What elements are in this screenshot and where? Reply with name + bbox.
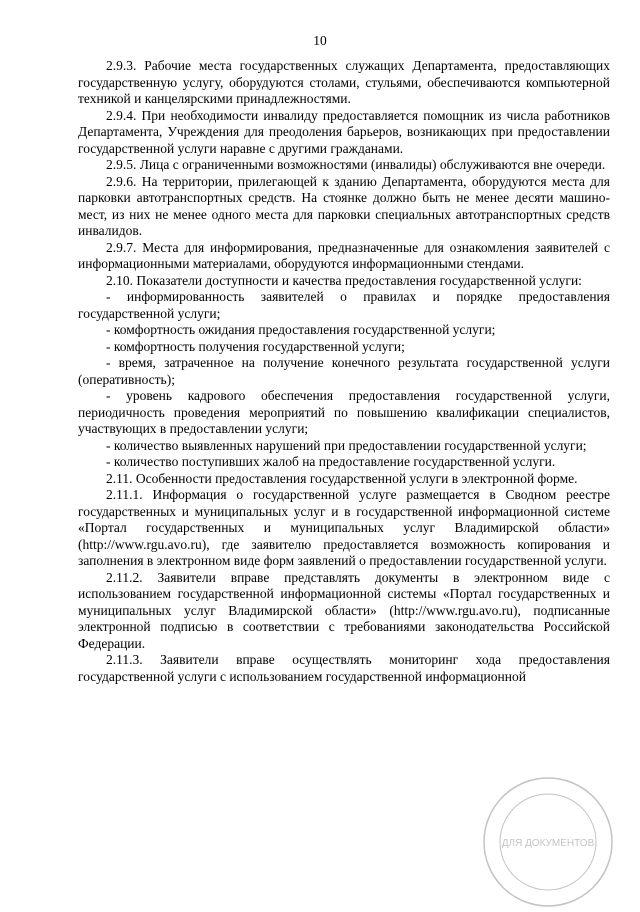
paragraph-2-11-3: 2.11.3. Заявители вправе осуществлять мониторинг хода предоставления государственной услуги с использованием государственной информационной — [78, 652, 610, 684]
list-item: - время, затраченное на получение конечного результата государственной услуги (оперативность); — [78, 355, 610, 387]
paragraph-2-11-2: 2.11.2. Заявители вправе представлять документы в электронном виде с использованием государственной информационной системы «Портал государственных и муниципальных услуг Владимирской области» (http://www.rgu.avo.ru), подписанные электронной подписью в соответствии с требованиями законодательства Российской Федерации. — [78, 569, 610, 651]
list-item: - количество поступивших жалоб на предоставление государственной услуги. — [106, 454, 556, 469]
paragraph-2-9-4: 2.9.4. При необходимости инвалиду предоставляется помощник из числа работников Департамента, Учреждения для преодоления барьеров, возникающих при предоставлении государственной услуги наравне с другими гражданами. — [78, 107, 610, 156]
list-item: - информированность заявителей о правилах и порядке предоставления государственной услуги; — [78, 289, 610, 321]
document-body — [78, 58, 610, 685]
paragraph-2-9-7: 2.9.7. Места для информирования, предназначенные для ознакомления заявителей с информационными материалами, оборудуются информационными стендами. — [78, 239, 610, 271]
stamp-text: ДЛЯ ДОКУМЕНТОВ — [501, 838, 595, 849]
list-item: - уровень кадрового обеспечения предоставления государственной услуги, периодичность проведения мероприятий по повышению квалификации специалистов, участвующих в предоставлении услуги; — [78, 388, 610, 436]
paragraph-2-11: 2.11. Особенности предоставления государственной услуги в электронной форме. — [106, 470, 578, 486]
seal-stamp-icon — [478, 772, 618, 912]
paragraph-2-9-6: 2.9.6. На территории, прилегающей к зданию Департамента, оборудуются места для парковки автотранспортных средств. На стоянке должно быть не менее десяти машино-мест, из них не менее одного места для парковки специальных автотранспортных средств инвалидов. — [78, 173, 610, 238]
paragraph-2-11-1: 2.11.1. Информация о государственной услуге размещается в Сводном реестре государственных и муниципальных услуг и в государственной информационной системе «Портал государственных и муниципальных услуг Владимирской области» (http://www.rgu.avo.ru), где заявителю предоставляется возможность копирования и заполнения в электронном виде форм заявлений о предоставлении государственной услуги. — [78, 487, 610, 568]
list-item: - количество выявленных нарушений при предоставлении государственной услуги; — [106, 437, 587, 453]
page-number: 10 — [313, 33, 327, 48]
paragraph-2-10: 2.10. Показатели доступности и качества предоставления государственной услуги: — [106, 272, 582, 288]
list-item: - комфортность получения государственной услуги; — [106, 338, 405, 354]
paragraph-2-9-3: 2.9.3. Рабочие места государственных служащих Департамента, предоставляющих государственную услугу, оборудуются столами, стульями, обеспечиваются компьютерной техникой и канцелярскими принадлежностями. — [78, 58, 610, 106]
list-item: - комфортность ожидания предоставления государственной услуги; — [106, 322, 496, 337]
paragraph-2-9-5: 2.9.5. Лица с ограниченными возможностями (инвалиды) обслуживаются вне очереди. — [106, 157, 606, 172]
